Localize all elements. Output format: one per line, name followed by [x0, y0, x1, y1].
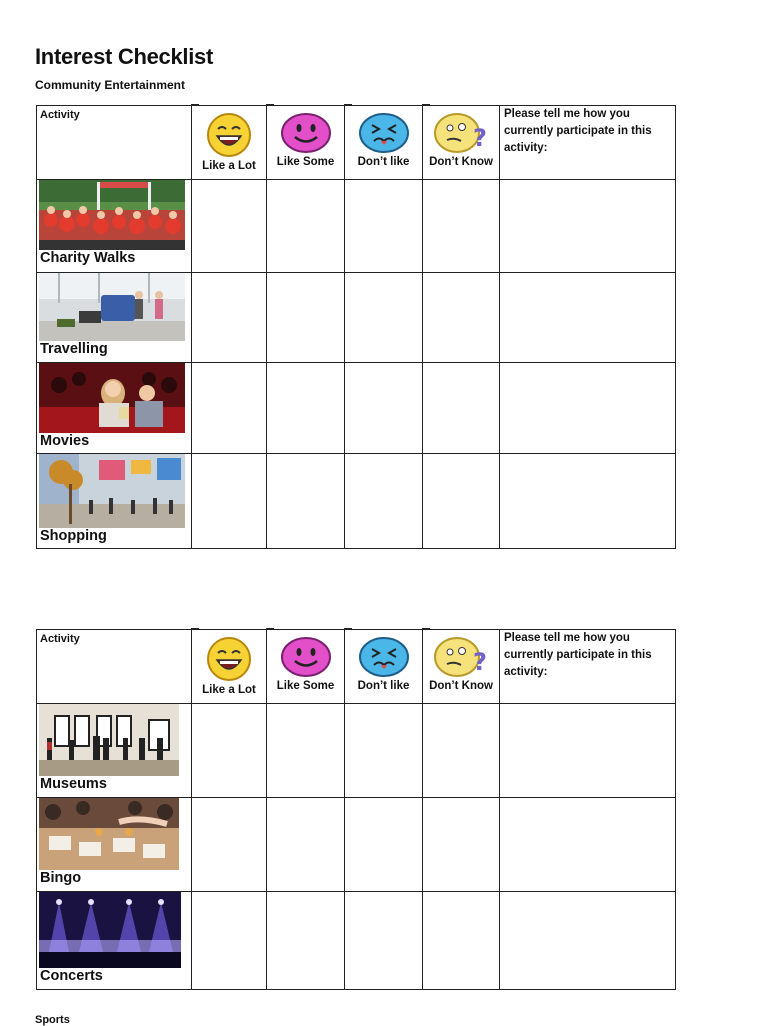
table-row — [37, 892, 676, 990]
dont-know-cell[interactable] — [423, 454, 500, 549]
dont-know-header — [423, 630, 500, 704]
like-a-lot-label: Like a Lot — [202, 160, 256, 172]
table-row — [37, 273, 676, 363]
disgusted-face-icon — [358, 636, 410, 678]
disgusted-face-icon — [358, 112, 410, 154]
activity-cell — [37, 704, 192, 798]
activity-header: Activity — [37, 630, 192, 704]
dont-like-header — [345, 106, 423, 180]
like-some-label: Like Some — [276, 680, 335, 692]
activity-name: Travelling — [40, 341, 108, 357]
like-some-cell[interactable] — [267, 798, 345, 892]
activity-name: Movies — [40, 433, 90, 449]
concert-stage-photo-icon — [39, 892, 181, 968]
svg-text:?: ? — [473, 648, 487, 676]
page-subtitle: Community Entertainment — [35, 78, 186, 92]
activity-cell — [37, 273, 192, 363]
dont-like-label: Don’t like — [357, 680, 410, 692]
participation-cell[interactable] — [500, 798, 676, 892]
smiling-face-icon — [280, 636, 332, 678]
table-row — [37, 363, 676, 454]
activity-cell — [37, 798, 192, 892]
dont-know-cell[interactable] — [423, 273, 500, 363]
participation-cell[interactable] — [500, 704, 676, 798]
activity-name: Museums — [40, 776, 107, 792]
like-some-cell[interactable] — [267, 273, 345, 363]
next-section-heading: Sports — [35, 1014, 70, 1026]
activity-name: Bingo — [40, 870, 82, 886]
charity-walk-photo-icon — [39, 180, 185, 250]
dont-know-cell[interactable] — [423, 892, 500, 990]
dont-know-cell[interactable] — [423, 363, 500, 454]
table-header-row — [37, 630, 676, 704]
bingo-table-photo-icon — [39, 798, 179, 870]
activity-cell — [37, 180, 192, 273]
cinema-audience-photo-icon — [39, 363, 185, 433]
dont-know-cell[interactable] — [423, 798, 500, 892]
participation-cell[interactable] — [500, 363, 676, 454]
thinking-face-icon — [433, 636, 489, 678]
dont-like-cell[interactable] — [345, 180, 423, 273]
activity-name: Concerts — [40, 968, 103, 984]
like-some-cell[interactable] — [267, 180, 345, 273]
like-a-lot-cell[interactable] — [192, 180, 267, 273]
like-a-lot-header — [192, 106, 267, 180]
laughing-face-icon — [206, 636, 252, 682]
dont-know-cell[interactable] — [423, 704, 500, 798]
like-a-lot-cell[interactable] — [192, 892, 267, 990]
dont-like-cell[interactable] — [345, 704, 423, 798]
dont-like-cell[interactable] — [345, 273, 423, 363]
page-title: Interest Checklist — [35, 44, 214, 69]
dont-like-cell[interactable] — [345, 454, 423, 549]
activity-cell — [37, 363, 192, 454]
dont-know-header — [423, 106, 500, 180]
airport-travel-photo-icon — [39, 273, 185, 341]
thinking-face-icon — [433, 112, 489, 154]
smiling-face-icon — [280, 112, 332, 154]
activity-name: Shopping — [40, 528, 107, 544]
like-a-lot-label: Like a Lot — [202, 684, 256, 696]
like-some-label: Like Some — [276, 156, 335, 168]
interest-table-1 — [36, 105, 676, 549]
like-some-cell[interactable] — [267, 363, 345, 454]
dont-know-cell[interactable] — [423, 180, 500, 273]
participation-cell[interactable] — [500, 180, 676, 273]
activity-cell — [37, 892, 192, 990]
like-some-header — [267, 630, 345, 704]
museum-gallery-photo-icon — [39, 704, 179, 776]
svg-text:?: ? — [473, 124, 487, 152]
participation-cell[interactable] — [500, 892, 676, 990]
dont-know-label: Don’t Know — [429, 156, 493, 168]
like-a-lot-cell[interactable] — [192, 273, 267, 363]
dont-like-header — [345, 630, 423, 704]
like-a-lot-header — [192, 630, 267, 704]
participation-prompt: Please tell me how you currently participate in this activity: — [500, 630, 676, 704]
dont-like-cell[interactable] — [345, 892, 423, 990]
like-a-lot-cell[interactable] — [192, 704, 267, 798]
like-some-cell[interactable] — [267, 704, 345, 798]
activity-name: Charity Walks — [40, 250, 136, 266]
like-some-header — [267, 106, 345, 180]
like-a-lot-cell[interactable] — [192, 454, 267, 549]
participation-cell[interactable] — [500, 273, 676, 363]
like-some-cell[interactable] — [267, 892, 345, 990]
dont-like-cell[interactable] — [345, 363, 423, 454]
participation-cell[interactable] — [500, 454, 676, 549]
activity-header: Activity — [37, 106, 192, 180]
shopping-street-photo-icon — [39, 454, 185, 528]
activity-cell — [37, 454, 192, 549]
interest-table-2 — [36, 629, 676, 990]
like-some-cell[interactable] — [267, 454, 345, 549]
dont-know-label: Don’t Know — [429, 680, 493, 692]
like-a-lot-cell[interactable] — [192, 363, 267, 454]
laughing-face-icon — [206, 112, 252, 158]
like-a-lot-cell[interactable] — [192, 798, 267, 892]
table-row — [37, 180, 676, 273]
dont-like-label: Don’t like — [357, 156, 410, 168]
table-header-row — [37, 106, 676, 180]
table-row — [37, 454, 676, 549]
table-row — [37, 704, 676, 798]
dont-like-cell[interactable] — [345, 798, 423, 892]
participation-prompt: Please tell me how you currently participate in this activity: — [500, 106, 676, 180]
table-row — [37, 798, 676, 892]
